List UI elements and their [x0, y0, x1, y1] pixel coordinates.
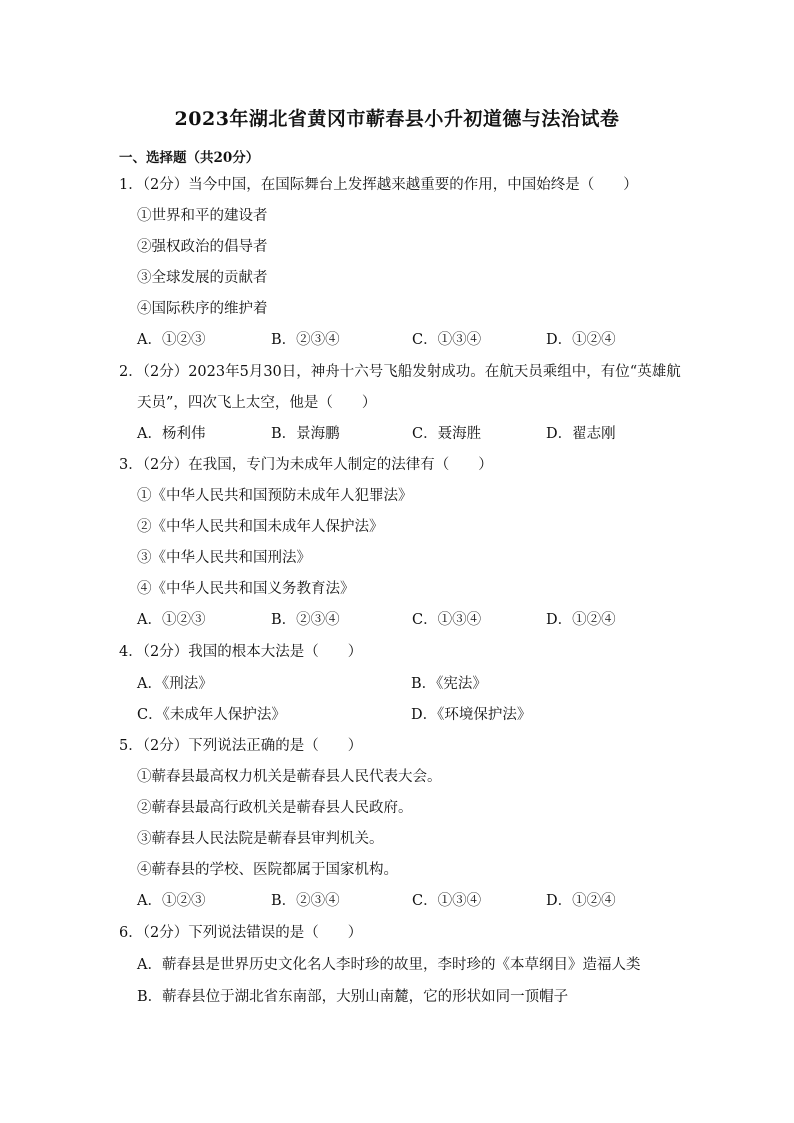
question-3-option-c[interactable]: C．①③④: [412, 612, 482, 628]
question-2-option-c[interactable]: C．聂海胜: [412, 426, 482, 442]
question-3-item-3: ③《中华人民共和国刑法》: [137, 550, 311, 566]
question-1-item-1: ①世界和平的建设者: [137, 208, 268, 224]
question-1-option-b[interactable]: B．②③④: [271, 332, 340, 348]
question-3-item-2: ②《中华人民共和国未成年人保护法》: [137, 519, 384, 535]
question-2-option-a[interactable]: A．杨利伟: [137, 426, 206, 442]
question-5-stem: 5．（2分）下列说法正确的是（ ）: [119, 738, 363, 754]
question-5-item-1: ①蕲春县最高权力机关是蕲春县人民代表大会。: [137, 769, 442, 785]
question-3-option-a[interactable]: A．①②③: [137, 612, 206, 628]
page-title: 2023年湖北省黄冈市蕲春县小升初道德与法治试卷: [174, 108, 620, 130]
question-5-item-3: ③蕲春县人民法院是蕲春县审判机关。: [137, 831, 384, 847]
question-4-option-a[interactable]: A．《刑法》: [137, 676, 213, 692]
question-2-stem: 2．（2分）2023年5月30日，神舟十六号飞船发射成功。在航天员乘组中，有位“英雄航: [119, 364, 681, 380]
question-1-item-4: ④国际秩序的维护着: [137, 301, 268, 317]
question-4-option-b[interactable]: B．《宪法》: [411, 676, 487, 692]
question-1-option-c[interactable]: C．①③④: [412, 332, 482, 348]
question-2-option-d[interactable]: D．翟志刚: [546, 426, 616, 442]
question-1-option-a[interactable]: A．①②③: [137, 332, 206, 348]
question-1-item-3: ③全球发展的贡献者: [137, 270, 268, 286]
section-heading: 一、选择题（共20分）: [119, 150, 260, 166]
question-6-option-b[interactable]: B．蕲春县位于湖北省东南部，大别山南麓，它的形状如同一顶帽子: [137, 989, 569, 1005]
question-6-stem: 6．（2分）下列说法错误的是（ ）: [119, 925, 363, 941]
question-5-option-d[interactable]: D．①②④: [546, 893, 616, 909]
question-5-option-a[interactable]: A．①②③: [137, 893, 206, 909]
question-2-stem-continuation: 天员”，四次飞上太空，他是（ ）: [137, 395, 377, 411]
question-4-option-d[interactable]: D．《环境保护法》: [411, 707, 532, 723]
question-1-option-d[interactable]: D．①②④: [546, 332, 616, 348]
question-5-option-b[interactable]: B．②③④: [271, 893, 340, 909]
question-1-item-2: ②强权政治的倡导者: [137, 239, 268, 255]
question-3-item-1: ①《中华人民共和国预防未成年人犯罪法》: [137, 488, 413, 504]
question-3-item-4: ④《中华人民共和国义务教育法》: [137, 581, 355, 597]
question-4-option-c[interactable]: C．《未成年人保护法》: [137, 707, 286, 723]
question-5-option-c[interactable]: C．①③④: [412, 893, 482, 909]
question-1-stem: 1．（2分）当今中国，在国际舞台上发挥越来越重要的作用，中国始终是（ ）: [119, 177, 638, 193]
question-5-item-2: ②蕲春县最高行政机关是蕲春县人民政府。: [137, 800, 413, 816]
question-4-stem: 4．（2分）我国的根本大法是（ ）: [119, 644, 363, 660]
question-3-stem: 3．（2分）在我国，专门为未成年人制定的法律有（ ）: [119, 457, 493, 473]
question-2-option-b[interactable]: B．景海鹏: [271, 426, 340, 442]
question-3-option-d[interactable]: D．①②④: [546, 612, 616, 628]
question-5-item-4: ④蕲春县的学校、医院都属于国家机构。: [137, 862, 398, 878]
question-3-option-b[interactable]: B．②③④: [271, 612, 340, 628]
question-6-option-a[interactable]: A．蕲春县是世界历史文化名人李时珍的故里，李时珍的《本草纲目》造福人类: [137, 957, 641, 973]
